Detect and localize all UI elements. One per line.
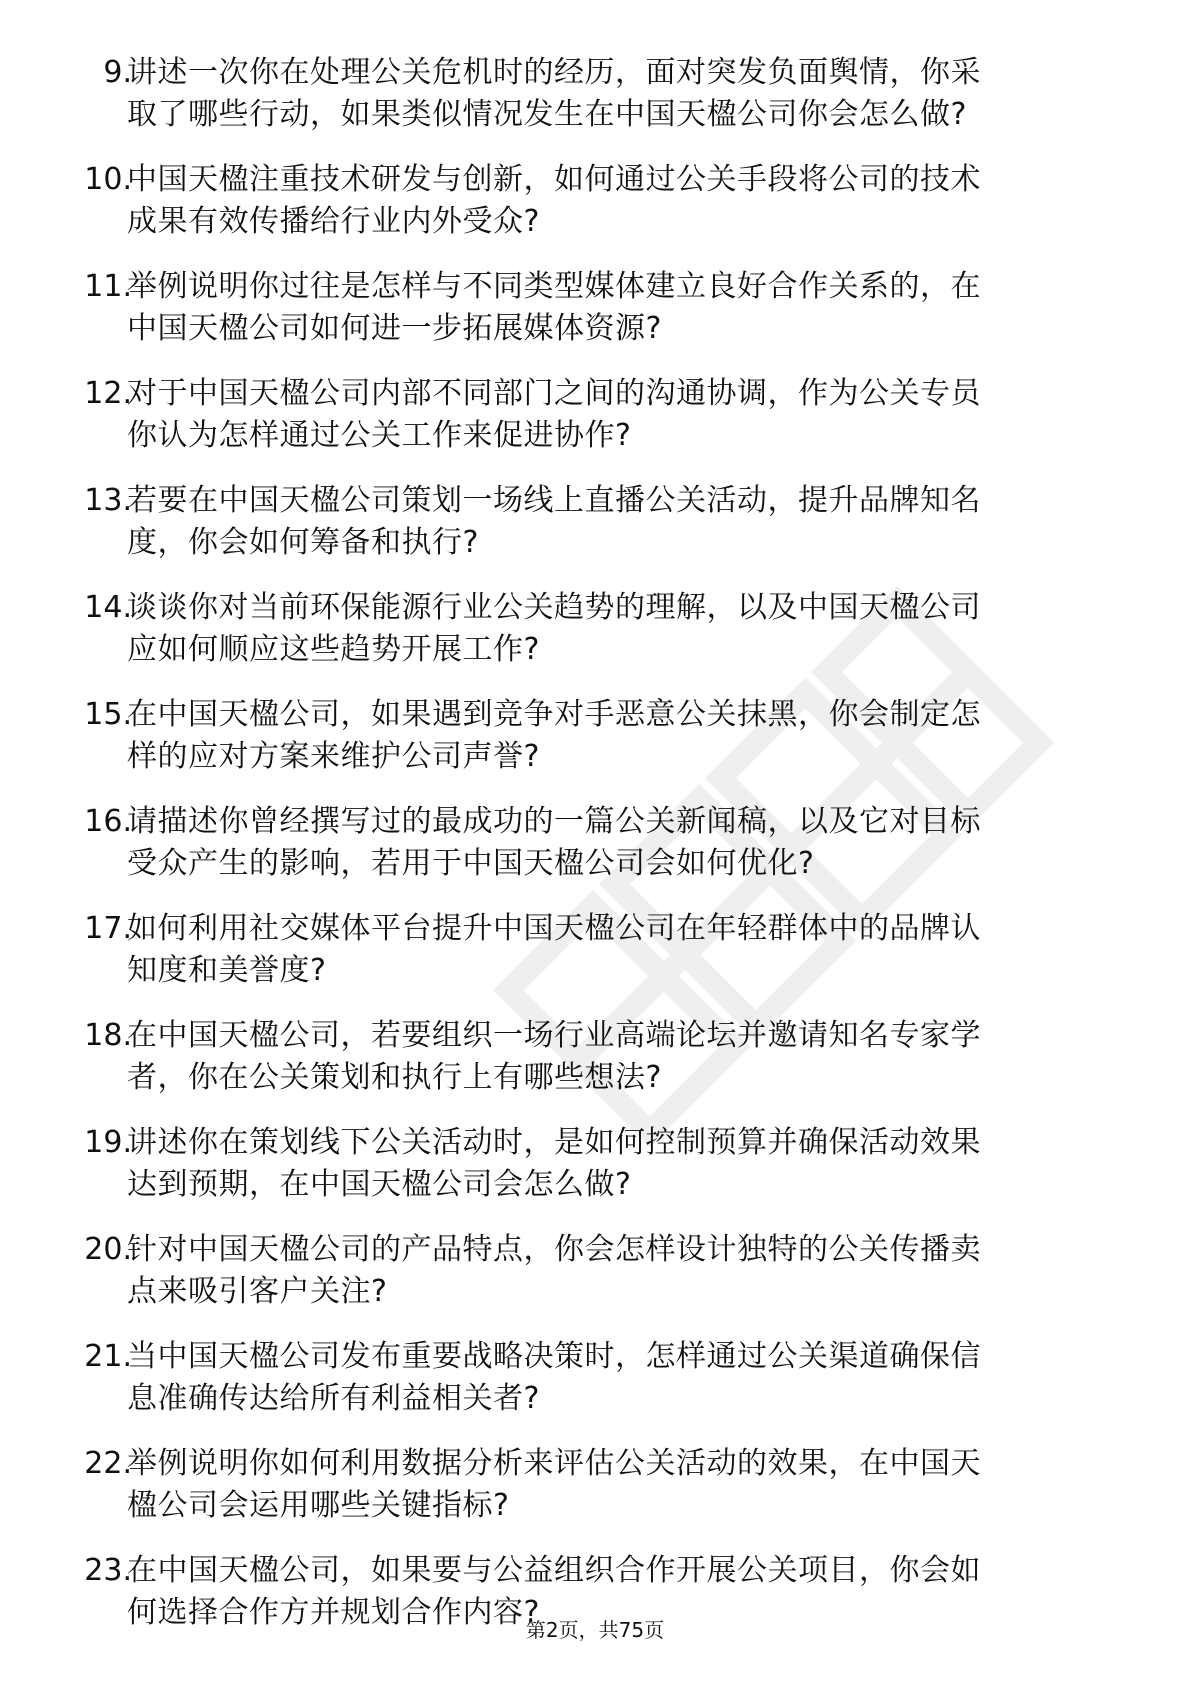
question-text: 举例说明你如何利用数据分析来评估公关活动的效果，在中国天 楹公司会运用哪些关键指标? [127,1446,981,1523]
question-text: 在中国天楹公司，若要组织一场行业高端论坛并邀请知名专家学 者，你在公关策划和执行上有哪些想法? [127,1018,981,1095]
question-number: 15. [84,697,132,732]
page-number-label: 第2页，共75页 [525,1618,665,1642]
question-number: 10. [84,162,132,197]
question-item [0,480,1190,587]
question-number: 14. [84,590,132,625]
question-item [0,52,1190,159]
question-item [0,1229,1190,1336]
question-item [0,801,1190,908]
question-item [0,159,1190,266]
question-number: 11. [84,269,132,304]
question-item [0,694,1190,801]
question-number: 9. [103,55,132,90]
question-text: 如何利用社交媒体平台提升中国天楹公司在年轻群体中的品牌认 知度和美誉度? [127,911,981,988]
question-list [0,52,1190,1657]
page-footer [0,1616,1190,1644]
question-item [0,1122,1190,1229]
question-text: 若要在中国天楹公司策划一场线上直播公关活动，提升品牌知名 度，你会如何筹备和执行? [127,483,981,560]
question-item [0,1336,1190,1443]
question-number: 23. [84,1553,132,1588]
question-text: 请描述你曾经撰写过的最成功的一篇公关新闻稿，以及它对目标 受众产生的影响，若用于中国天楹公司会如何优化? [127,804,981,881]
question-number: 16. [84,804,132,839]
question-number: 21. [84,1339,132,1374]
question-number: 17. [84,911,132,946]
question-text: 举例说明你过往是怎样与不同类型媒体建立良好合作关系的，在 中国天楹公司如何进一步拓展媒体资源? [127,269,981,346]
question-text: 在中国天楹公司，如果遇到竞争对手恶意公关抹黑，你会制定怎 样的应对方案来维护公司声誉? [127,697,981,774]
question-text: 讲述一次你在处理公关危机时的经历，面对突发负面舆情，你采 取了哪些行动，如果类似情况发生在中国天楹公司你会怎么做? [127,55,981,132]
question-number: 22. [84,1446,132,1481]
question-text: 谈谈你对当前环保能源行业公关趋势的理解，以及中国天楹公司 应如何顺应这些趋势开展工作? [127,590,981,667]
question-item [0,373,1190,480]
question-number: 20. [84,1232,132,1267]
question-text: 对于中国天楹公司内部不同部门之间的沟通协调，作为公关专员 你认为怎样通过公关工作来促进协作? [127,376,981,453]
question-text: 当中国天楹公司发布重要战略决策时，怎样通过公关渠道确保信 息准确传达给所有利益相关者? [127,1339,981,1416]
question-item [0,266,1190,373]
question-number: 12. [84,376,132,411]
question-text: 针对中国天楹公司的产品特点，你会怎样设计独特的公关传播卖 点来吸引客户关注? [127,1232,981,1309]
question-text: 讲述你在策划线下公关活动时，是如何控制预算并确保活动效果 达到预期，在中国天楹公司会怎么做? [127,1125,981,1202]
question-number: 13. [84,483,132,518]
question-item [0,1015,1190,1122]
question-text: 中国天楹注重技术研发与创新，如何通过公关手段将公司的技术 成果有效传播给行业内外受众? [127,162,981,239]
question-number: 18. [84,1018,132,1053]
question-item [0,1443,1190,1550]
question-item [0,908,1190,1015]
question-text: 在中国天楹公司，如果要与公益组织合作开展公关项目，你会如 何选择合作方并规划合作内容? [127,1553,981,1630]
question-number: 19. [84,1125,132,1160]
question-item [0,587,1190,694]
